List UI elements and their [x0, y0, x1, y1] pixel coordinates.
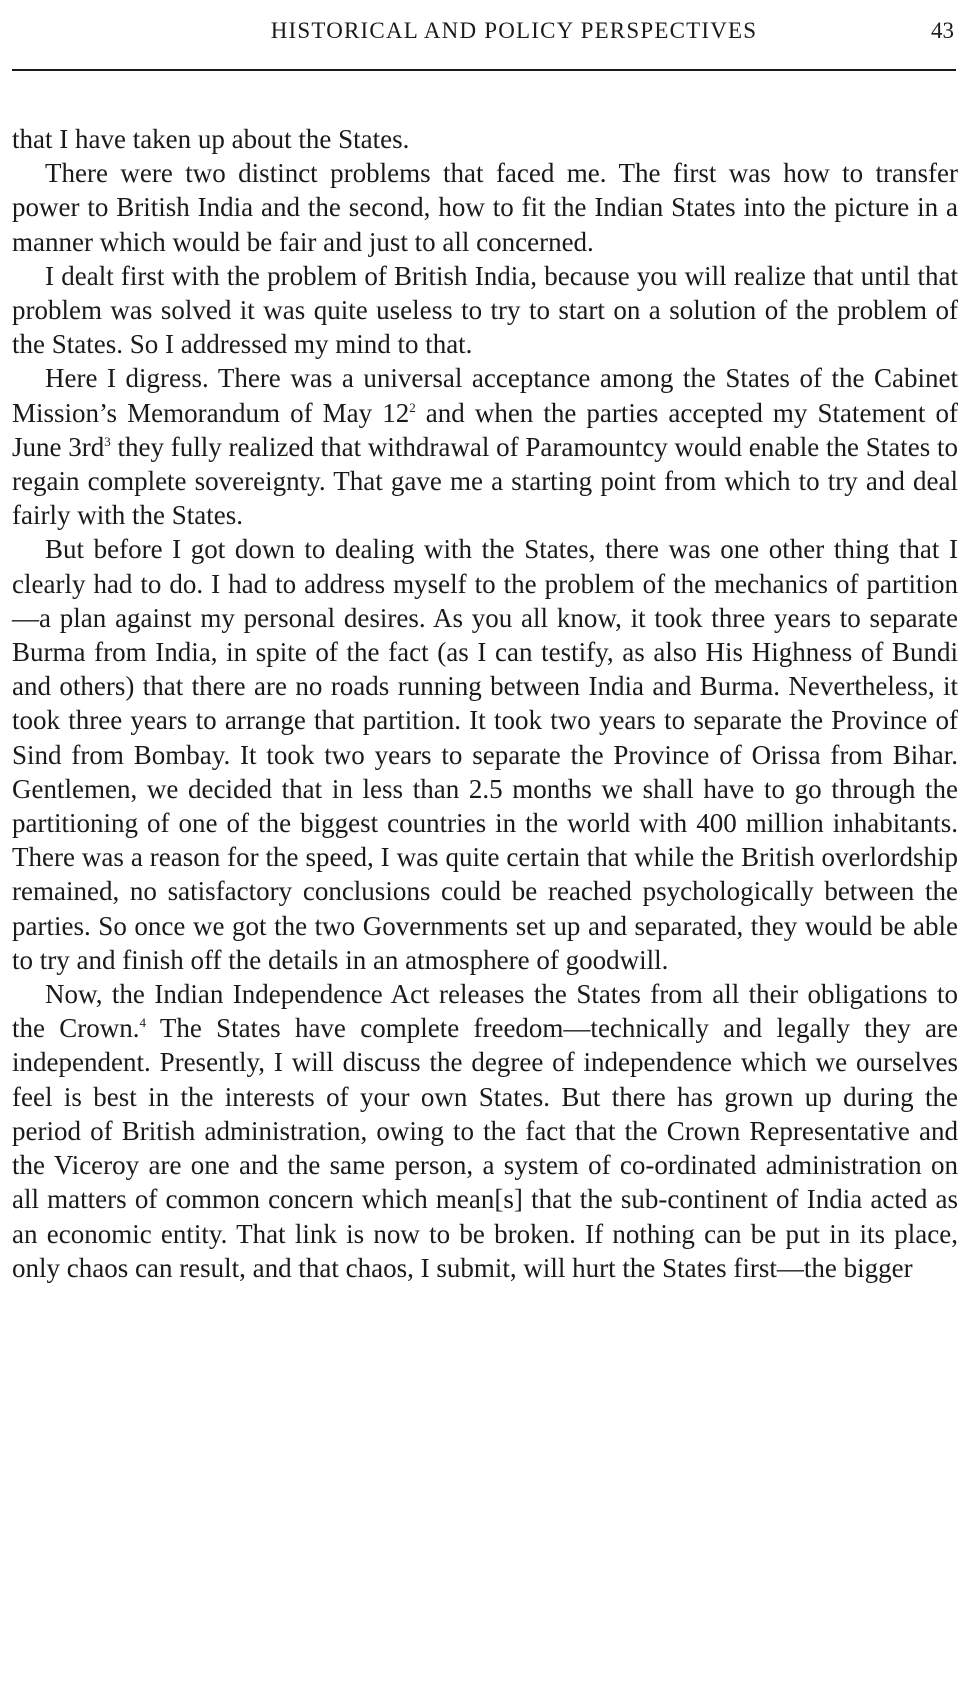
paragraph-digression-text-c: they fully realized that withdrawal of Paramountcy would enable the States to regain complete sovereignty. That gave me a starting point from which to try and deal fairly with the States.: [12, 431, 958, 531]
running-head: [10, 14, 958, 54]
footnote-ref-3: 3: [104, 433, 111, 449]
body-text: [12, 122, 958, 1285]
footnote-ref-2: 2: [409, 399, 416, 415]
paragraph-independence-act-text-b: The States have complete freedom—technically and legally they are independent. Presently, I will discuss the degree of independence which we ourselves feel is best in the interests of your own States. But there has grown up during the period of British administration, owing to the fact that the Crown Representative and the Viceroy are one and the same person, a system of co-ordinated administration on all matters of common concern which mean[s] that the sub-continent of India acted as an economic entity. That link is now to be broken. If nothing can be put in its place, only chaos can result, and that chaos, I submit, will hurt the States first—the bigger: [12, 1013, 959, 1283]
page-number: 43: [931, 18, 954, 43]
paragraph-digression-text-a: Here I digress. There was a universal acceptance among the States of the Cabinet Mission’s Memorandum of May 12: [12, 363, 958, 428]
footnote-ref-4: 4: [139, 1015, 147, 1031]
paragraph-independence-act-text-a: Now, the Indian Independence Act releases the States from all their obligations to the Crown.: [12, 979, 958, 1044]
paragraph-independence-act: [12, 977, 958, 1285]
running-title: HISTORICAL AND POLICY PERSPECTIVES: [270, 18, 758, 43]
paragraph-digression-text-b: and when the parties accepted my Statement of June 3rd: [12, 397, 958, 462]
paragraph-two-problems: There were two distinct problems that faced me. The first was how to transfer power to British India and the second, how to fit the Indian States into the picture in a manner which would be fair and just to all concerned.: [12, 158, 958, 257]
paragraph-british-india: I dealt first with the problem of British India, because you will realize that until that problem was solved it was quite useless to try to start on a solution of the problem of the States. So I addressed my mind to that.: [12, 260, 958, 360]
paragraph-digression: [12, 361, 958, 532]
paragraph-partition: But before I got down to dealing with the States, there was one other thing that I clearly had to do. I had to address myself to the problem of the mechanics of partition—a plan against my personal desires. As you all know, it took three years to separate Burma from India, in spite of the fact (as I can testify, as also His Highness of Bundi and others) that there are no roads running between India and Burma. Nevertheless, it took three years to arrange that partition. It took two years to separate the Province of Sind from Bombay. It took two years to separate the Province of Orissa from Bihar. Gentlemen, we decided that in less than 2.5 months we shall have to go through the partitioning of one of the biggest countries in the world with 400 million inhabitants. There was a reason for the speed, I was quite certain that while the British overlordship remained, no satisfactory conclusions could be reached psychologically between the parties. So once we got the two Governments set up and separated, they would be able to try and finish off the details in an atmosphere of goodwill.: [12, 534, 958, 975]
header-rule: [12, 69, 956, 71]
paragraph-continued: that I have taken up about the States.: [12, 124, 410, 154]
